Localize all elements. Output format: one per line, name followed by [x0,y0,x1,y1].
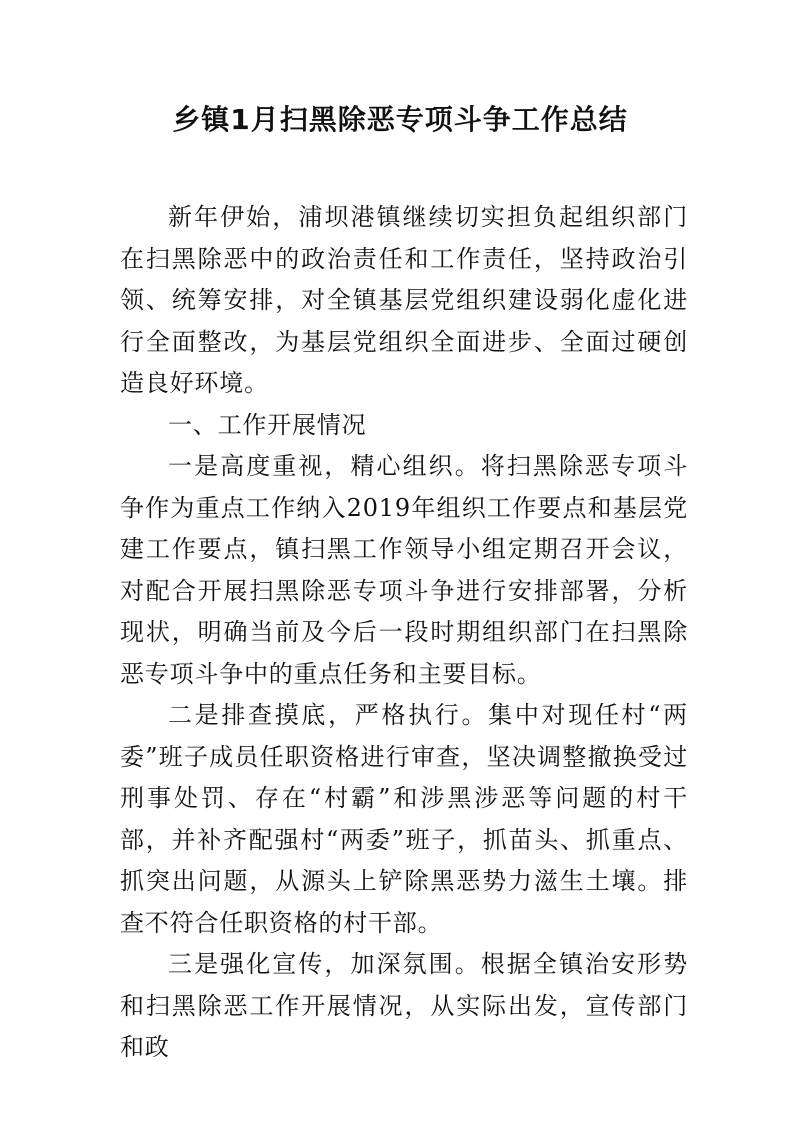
document-title: 乡镇1月扫黑除恶专项斗争工作总结 [172,103,628,136]
body-paragraph: 一是高度重视，精心组织。将扫黑除恶专项斗争作为重点工作纳入2019年组织工作要点和基层党建工作要点，镇扫黑工作领导小组定期召开会议，对配合开展扫黑除恶专项斗争进行安排部署，分析现状，明确当前及今后一段时期组织部门在扫黑除恶专项斗争中的重点任务和主要目标。 [120,452,688,688]
body-paragraph: 二是排查摸底，严格执行。集中对现任村“两委”班子成员任职资格进行审查，坚决调整撤换受过刑事处罚、存在“村霸”和涉黑涉恶等问题的村干部，并补齐配强村“两委”班子，抓苗头、抓重点、抓突出问题，从源头上铲除黑恶势力滋生土壤。排查不符合任职资格的村干部。 [120,701,688,937]
document-body [120,197,688,1069]
section-heading: 一、工作开展情况 [168,410,367,439]
body-paragraph: 三是强化宣传，加深氛围。根据全镇治安形势和扫黑除恶工作开展情况，从实际出发，宣传部门和政 [120,950,688,1061]
intro-paragraph: 新年伊始，浦坝港镇继续切实担负起组织部门在扫黑除恶中的政治责任和工作责任，坚持政治引领、统筹安排，对全镇基层党组织建设弱化虚化进行全面整改，为基层党组织全面进步、全面过硬创造良好环境。 [120,203,688,397]
